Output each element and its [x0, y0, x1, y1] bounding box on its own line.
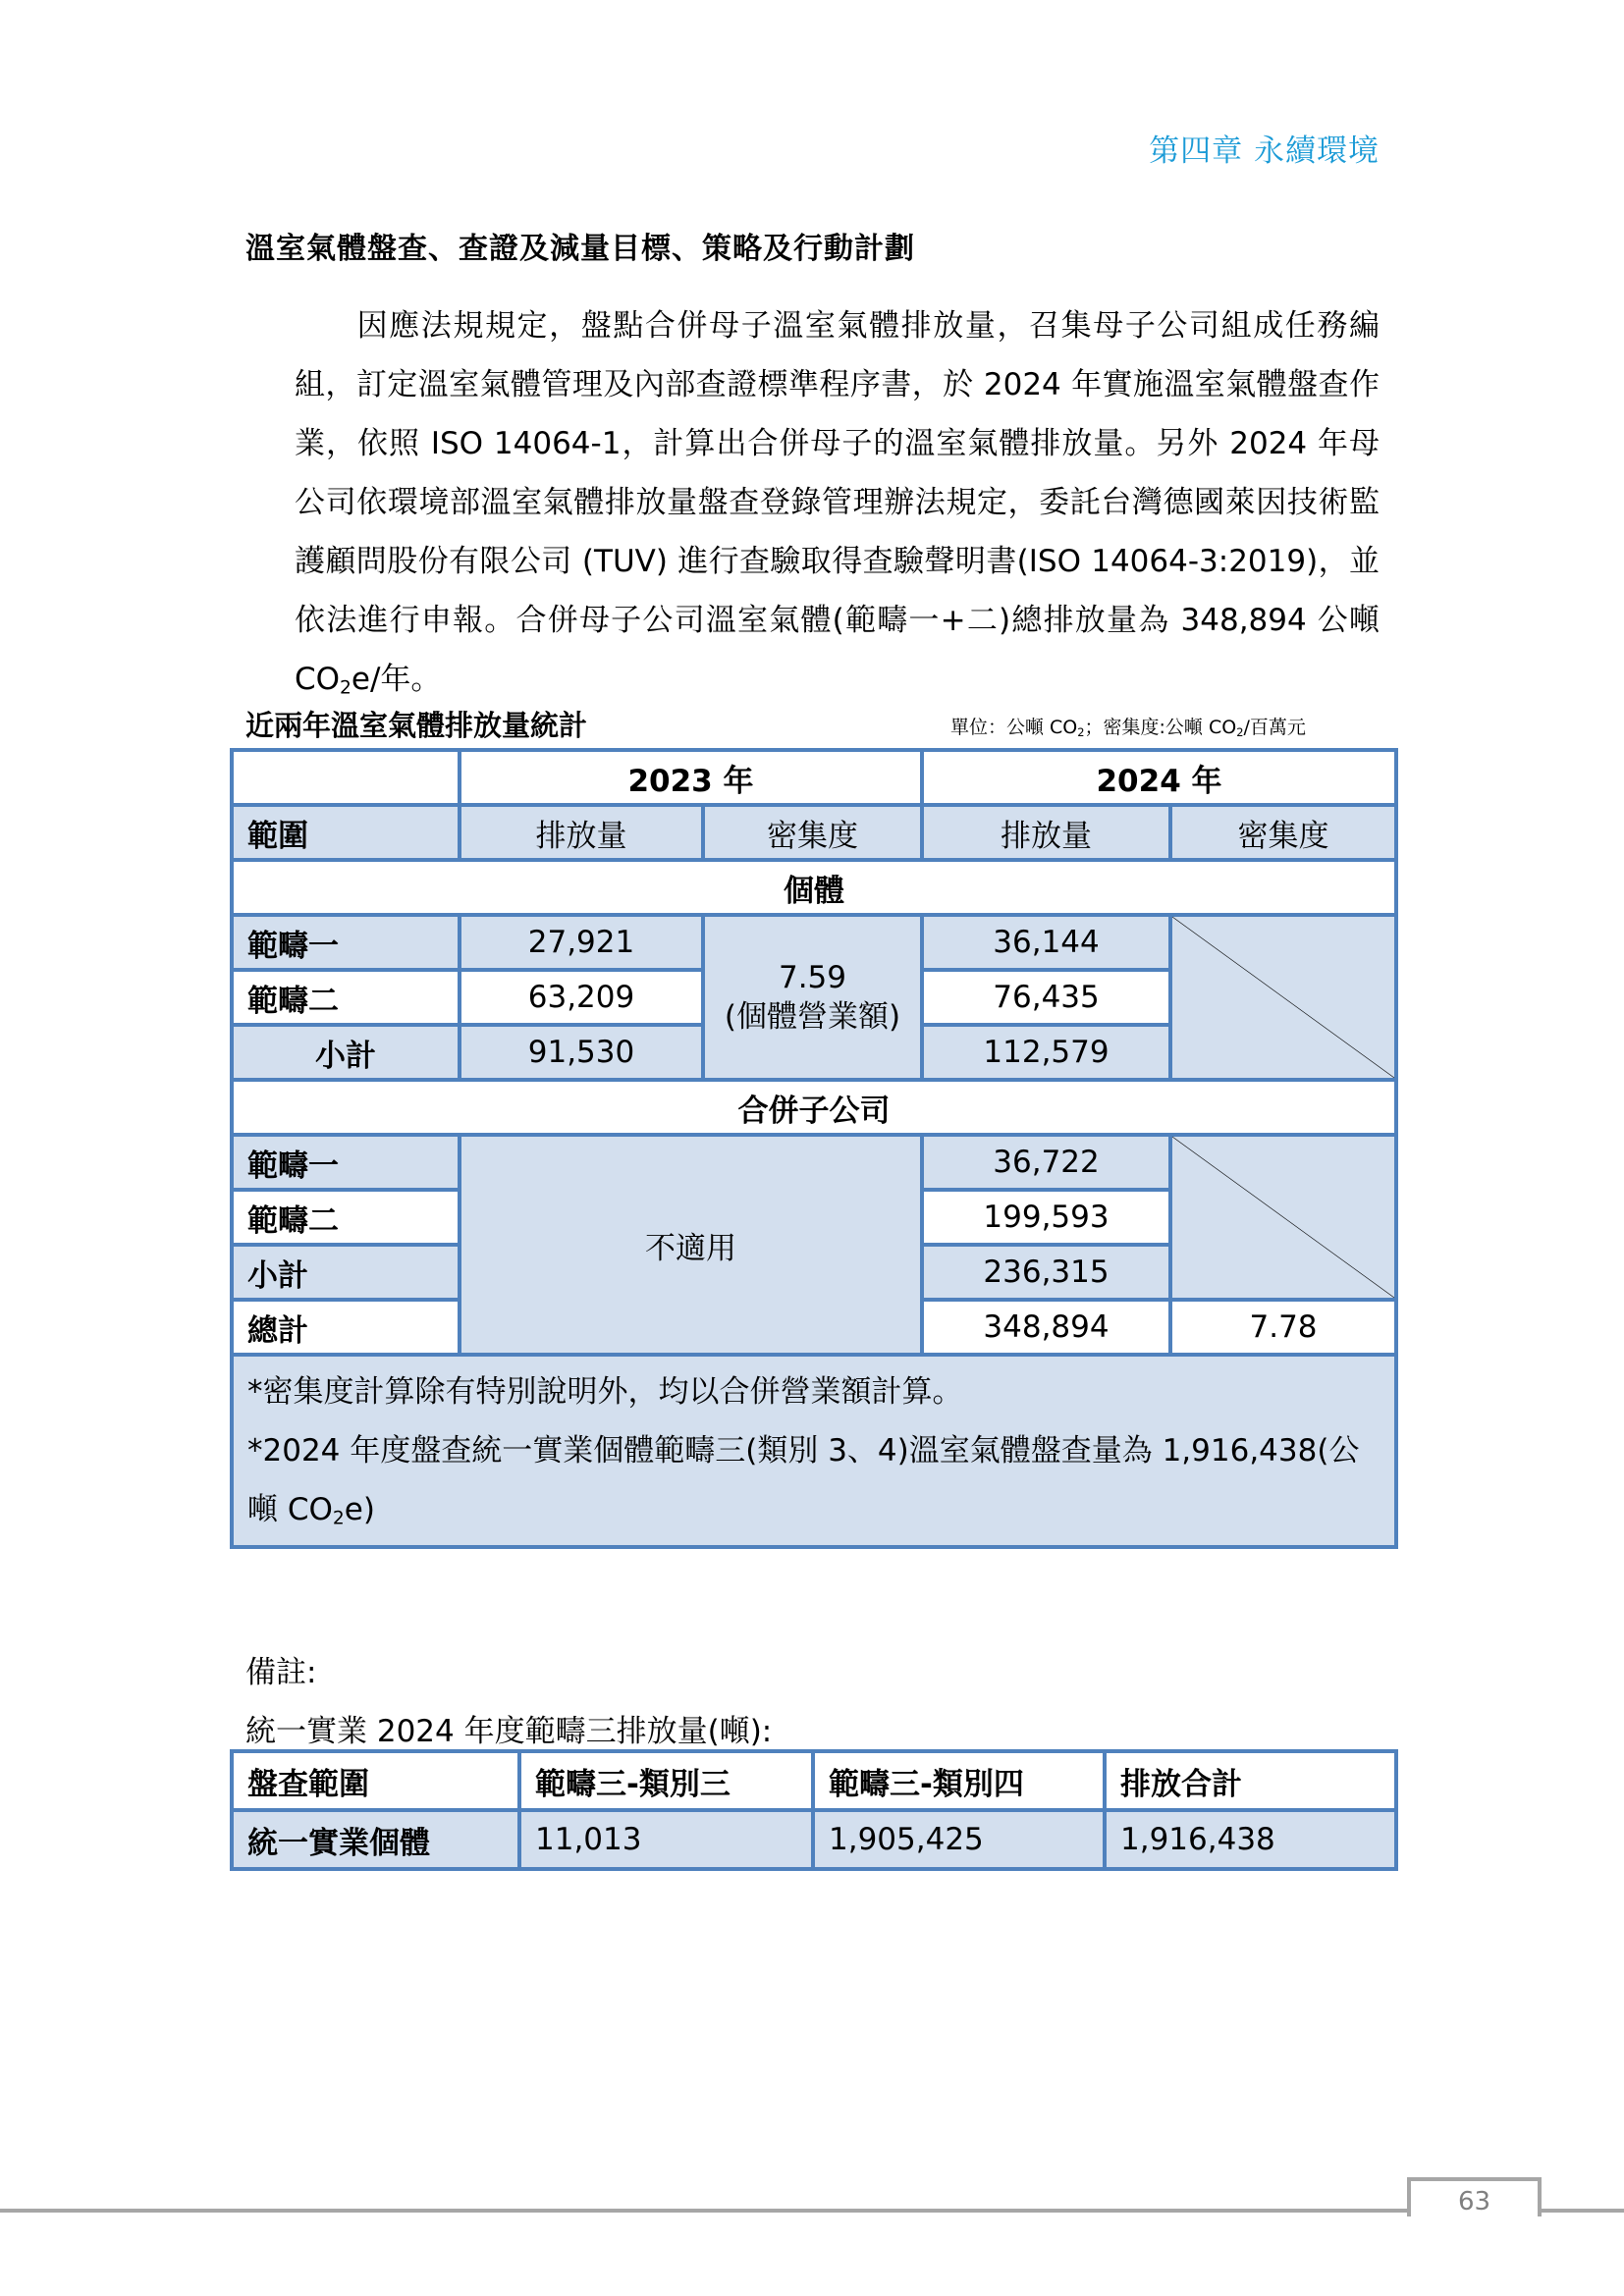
year-header-2023: 2023 年	[460, 750, 922, 805]
diagonal-line	[1172, 1137, 1394, 1298]
table-row-group-consolidated	[232, 1080, 1396, 1135]
unit-sub: 2	[1236, 724, 1244, 739]
emission-2024-total: 348,894	[922, 1300, 1170, 1355]
scope-header: 範圍	[232, 805, 460, 860]
emission-2023: 63,209	[460, 970, 703, 1025]
row-label: 小計	[232, 1025, 460, 1080]
table-row-years	[232, 750, 1396, 805]
table-row-notes	[232, 1355, 1396, 1547]
row-label: 總計	[232, 1300, 460, 1355]
note-text-end: e)	[344, 1492, 375, 1527]
emission-2023: 91,530	[460, 1025, 703, 1080]
unit-text: 單位：公噸 CO	[950, 717, 1078, 738]
chapter-header: 第四章 永續環境	[1149, 133, 1380, 169]
section-title: 溫室氣體盤查、查證及減量目標、策略及行動計劃	[245, 232, 915, 266]
intensity-2023-value: 7.59	[778, 960, 847, 995]
paragraph-subscript: 2	[340, 677, 352, 699]
table-row-group-individual	[232, 860, 1396, 915]
row-label: 範疇一	[232, 1135, 460, 1190]
scope3-table	[230, 1749, 1398, 1871]
emission-header-2024: 排放量	[922, 805, 1170, 860]
body-paragraph	[295, 296, 1380, 709]
emissions-table	[230, 748, 1398, 1549]
value-cell: 1,905,425	[813, 1810, 1105, 1869]
table-row	[232, 915, 1396, 970]
header-cell: 範疇三-類別四	[813, 1751, 1105, 1810]
header-cell: 盤查範圍	[232, 1751, 519, 1810]
empty-corner-cell	[232, 750, 460, 805]
intensity-header-2023: 密集度	[703, 805, 922, 860]
emission-2024: 236,315	[922, 1245, 1170, 1300]
emission-2024: 36,144	[922, 915, 1170, 970]
emissions-table-caption: 近兩年溫室氣體排放量統計	[245, 709, 588, 742]
unit-text: ；密集度:公噸 CO	[1084, 717, 1237, 738]
header-cell: 範疇三-類別三	[519, 1751, 813, 1810]
note-intensity: *密集度計算除有特別說明外，均以合併營業額計算。	[247, 1374, 963, 1410]
emission-2024: 112,579	[922, 1025, 1170, 1080]
diagonal-line	[1172, 917, 1394, 1078]
footer-rule	[0, 2209, 1408, 2213]
table-row-column-headers	[232, 805, 1396, 860]
table-header-row	[232, 1751, 1396, 1810]
diagonal-empty-cell	[1170, 915, 1396, 1080]
emission-2024: 76,435	[922, 970, 1170, 1025]
unit-sub: 2	[1077, 724, 1085, 739]
unit-text: /百萬元	[1243, 717, 1306, 738]
table-row	[232, 1135, 1396, 1190]
not-applicable-cell: 不適用	[460, 1135, 922, 1355]
note-sub: 2	[332, 1508, 345, 1529]
row-label: 小計	[232, 1245, 460, 1300]
intensity-2023-note: (個體營業額)	[724, 999, 901, 1035]
remark-label: 備註:	[245, 1655, 317, 1690]
page-number-box	[1407, 2177, 1542, 2216]
value-cell: 1,916,438	[1105, 1810, 1396, 1869]
row-label: 範疇二	[232, 1190, 460, 1245]
paragraph-text-end: e/年。	[351, 662, 442, 697]
row-label: 範疇一	[232, 915, 460, 970]
intensity-2023-cell	[703, 915, 922, 1080]
row-label: 範疇二	[232, 970, 460, 1025]
emission-2024: 36,722	[922, 1135, 1170, 1190]
group-label-individual: 個體	[232, 860, 1396, 915]
emission-2024: 199,593	[922, 1190, 1170, 1245]
notes-cell	[232, 1355, 1396, 1547]
note-text: *2024 年度盤查統一實業個體範疇三(類別 3、4)溫室氣體盤查量為 1,916,438(公噸 CO	[247, 1433, 1360, 1527]
intensity-header-2024: 密集度	[1170, 805, 1396, 860]
emission-2023: 27,921	[460, 915, 703, 970]
intensity-2024: 7.78	[1170, 1300, 1396, 1355]
table-row	[232, 1810, 1396, 1869]
emission-header-2023: 排放量	[460, 805, 703, 860]
footer-rule	[1538, 2209, 1624, 2213]
page-number: 63	[1457, 2187, 1491, 2216]
diagonal-empty-cell	[1170, 1135, 1396, 1300]
paragraph-text: 因應法規規定，盤點合併母子溫室氣體排放量，召集母子公司組成任務編組，訂定溫室氣體管理及內部查證標準程序書，於 2024 年實施溫室氣體盤查作業，依照 ISO 14064-1，計算出合併母子的溫室氣體排放量。另外 2024 年母公司依環境部溫室氣體排放量盤查登錄管理辦法規定，委託台灣德國萊因技術監護顧問股份有限公司 (TUV) 進行查驗取得查驗聲明書(ISO 14064-3:2019)，並依法進行申報。合併母子公司溫室氣體(範疇一+二)總排放量為 348,894 公噸 CO	[295, 308, 1380, 697]
row-label: 統一實業個體	[232, 1810, 519, 1869]
note-scope3	[247, 1421, 1380, 1539]
header-cell: 排放合計	[1105, 1751, 1396, 1810]
emissions-table-unit-note	[950, 713, 1306, 739]
remark-subtitle: 統一實業 2024 年度範疇三排放量(噸):	[245, 1714, 773, 1749]
group-label-consolidated: 合併子公司	[232, 1080, 1396, 1135]
value-cell: 11,013	[519, 1810, 813, 1869]
year-header-2024: 2024 年	[922, 750, 1396, 805]
